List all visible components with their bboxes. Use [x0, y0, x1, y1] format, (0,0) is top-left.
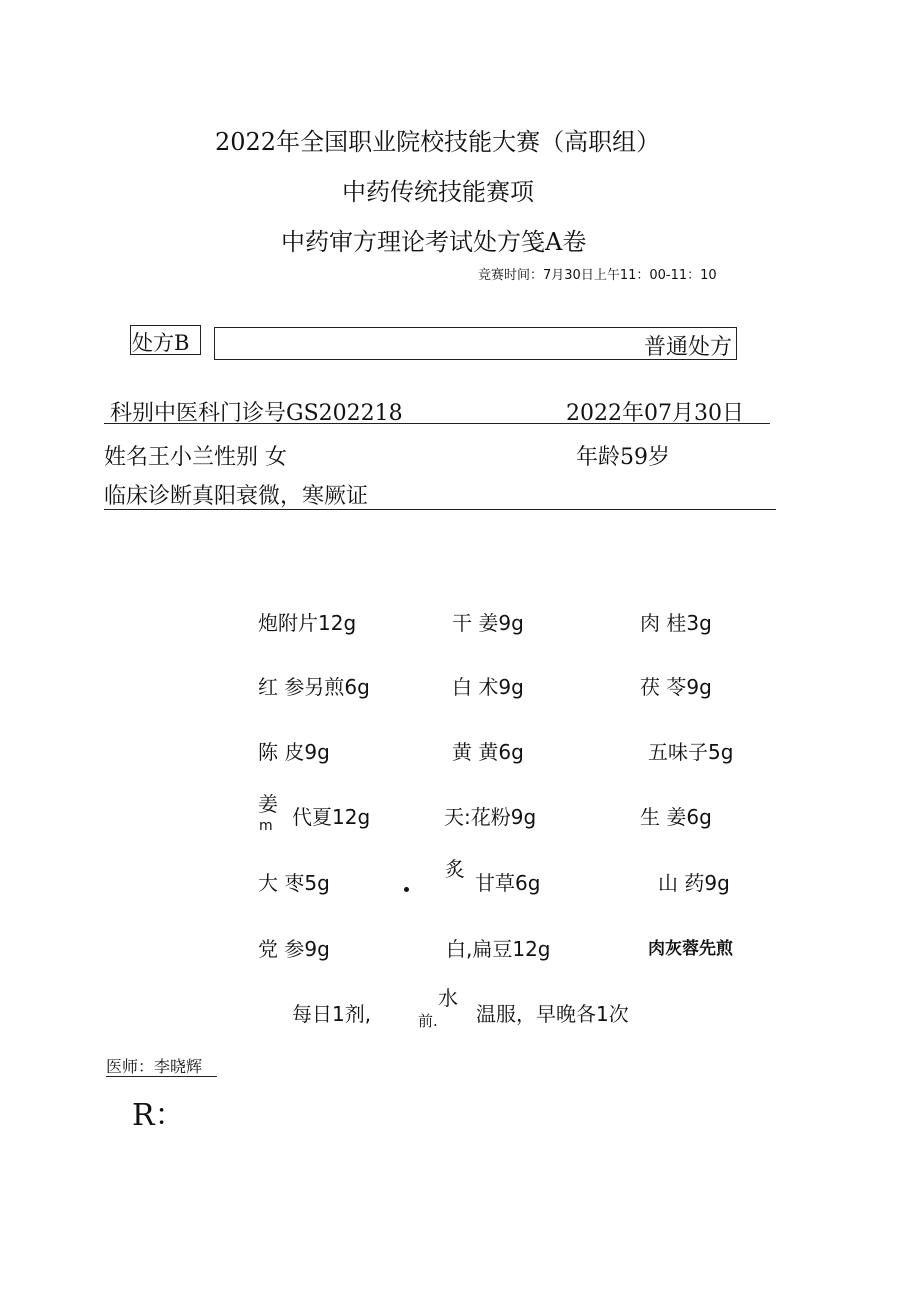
clinical-diagnosis: 临床诊断真阳衰微，寒厥证 — [104, 484, 369, 509]
herb-item: 白 术9g — [452, 675, 524, 699]
title-competition: 2022年全国职业院校技能大赛（高职组） — [215, 128, 661, 156]
herb-item: 代夏12g — [292, 805, 371, 829]
herb-item: 肉灰蓉先煎 — [648, 939, 733, 959]
herb-item: 干 姜9g — [452, 611, 524, 635]
herb-fragment: 炙 — [445, 857, 465, 881]
dept-line: 科别中医科门诊号GS202218 — [110, 401, 403, 426]
doctor-underline — [106, 1076, 217, 1077]
patient-name-sex: 姓名王小兰性别 女 — [104, 445, 287, 470]
competition-time: 竞赛时间：7月30日上午11：00-11：10 — [478, 268, 717, 283]
herb-item: 炮附片12g — [258, 611, 357, 635]
usage-fragment: 水 — [438, 986, 458, 1010]
prescription-id-label: 处方B — [132, 331, 190, 355]
prescription-type-box — [214, 327, 737, 360]
herb-item: 党 参9g — [258, 937, 330, 961]
prescription-id-box — [130, 325, 201, 355]
herb-item: 茯 苓9g — [640, 675, 712, 699]
usage-dose: 每日1剂, — [292, 1002, 372, 1026]
diagnosis-underline — [104, 509, 776, 510]
herb-item: 天:花粉9g — [444, 805, 537, 829]
herb-item: 黄 黄6g — [452, 740, 524, 764]
patient-age: 年龄59岁 — [576, 445, 670, 470]
herb-item: 红 参另煎6g — [258, 675, 370, 699]
herb-item: 肉 桂3g — [640, 611, 712, 635]
herb-item: 陈 皮9g — [258, 740, 330, 764]
herb-item: 大 枣5g — [258, 871, 330, 895]
herb-fragment: m — [259, 818, 273, 834]
rx-mark: R： — [132, 1098, 185, 1133]
usage-fragment: 前. — [418, 1012, 438, 1030]
dept-underline — [104, 423, 770, 424]
title-event: 中药传统技能赛项 — [342, 178, 534, 206]
usage-instructions: 温服，早晚各1次 — [476, 1002, 629, 1026]
herb-item: 生 姜6g — [640, 805, 712, 829]
doctor-signature: 医师：李晓辉 — [106, 1057, 203, 1076]
herb-item: 山 药9g — [658, 871, 730, 895]
prescription-date: 2022年07月30日 — [566, 401, 744, 426]
herb-item: 五味子5g — [648, 740, 734, 764]
herb-item: 白,扁豆12g — [446, 937, 551, 961]
title-exam: 中药审方理论考试处方笺A卷 — [281, 228, 587, 256]
herb-fragment: 姜 — [258, 792, 278, 816]
prescription-type-label: 普通处方 — [643, 335, 732, 360]
herb-item: 甘草6g — [475, 871, 541, 895]
ink-dot — [404, 887, 409, 892]
